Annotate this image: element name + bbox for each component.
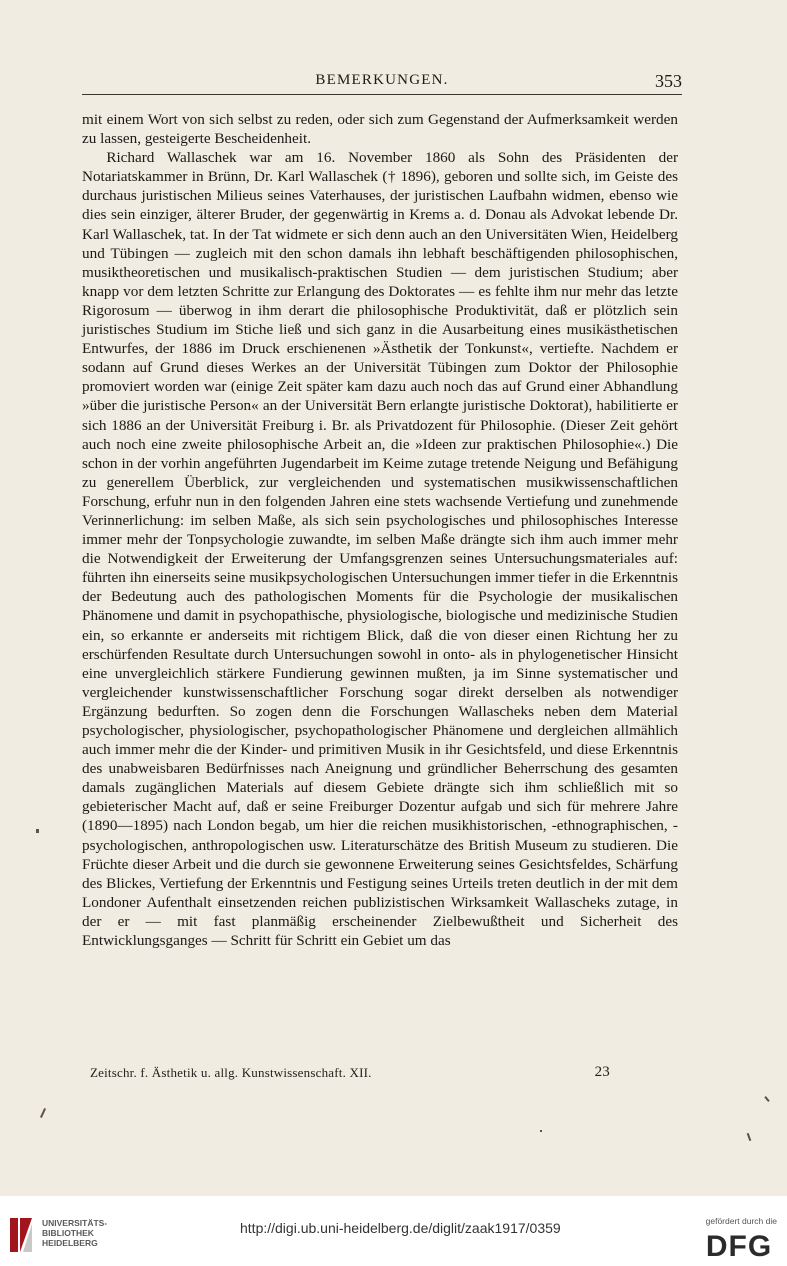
journal-signature: Zeitschr. f. Ästhetik u. allg. Kunstwissenschaft. XII.	[90, 1065, 372, 1080]
library-name-line: HEIDELBERG	[42, 1238, 98, 1248]
paragraph-2: Richard Wallaschek war am 16. November 1860 als Sohn des Präsidenten der Notariatskammer in Brünn, Dr. Karl Wallaschek († 1896), geboren und sollte sich, im Geiste des durchaus juristischen Milieus seines Vaterhauses, der juristischen Laufbahn widmen, ebenso wie dies sein einziger, älterer Bruder, der gegenwärtig in Krems a. d. Donau als Advokat lebende Dr. Karl Wallaschek, tat. In der Tat widmete er sich denn auch an den Universitäten Wien, Heidelberg und Tübingen — zugleich mit den schon damals ihn lebhaft beschäftigenden philosophischen, musiktheoretischen und musikalisch-praktischen Studien — dem juristischen Studium; aber knapp vor dem letzten Schritte zur Erlangung des Doktorates — es fehlte ihm nur mehr das letzte Rigorosum — überwog in ihm derart die philosophische Produktivität, daß er plötzlich sein juristisches Studium im Stiche ließ und sich ganz in die Ausarbeitung eines musikästhetischen Entwurfes, der 1886 im Druck erschienenen »Ästhetik der Tonkunst«, vertiefte. Nachdem er sodann auf Grund dieses Werkes an der Universität Tübingen zum Doktor der Philosophie promoviert worden war (einige Zeit später kam dazu auch noch das auf Grund einer Abhandlung »über die juristische Person« an der Universität Bern erlangte juristische Doktorat), habilitierte er sich 1886 an der Universität Freiburg i. Br. als Privatdozent für Philosophie. (Dieser Zeit gehört auch noch eine zweite philosophische Arbeit an, die »Ideen zur praktischen Philosophie«.) Die schon in der vorhin angeführten Jugendarbeit im Keime zutage tretende Neigung und Befähigung zu generellem Überblick, zur vergleichenden und systematischen musikwissenschaftlichen Forschung, erfuhr nun in den folgenden Jahren eine stets wachsende Vertiefung und zunehmende Verinnerlichung: im selben Maße, als sich sein psychologisches und philosophisches Interesse immer mehr der Tonpsychologie zuwandte, im selben Maße drängte sich ihm auch immer mehr die Notwendigkeit der Erweiterung der Umfangsgrenzen seines Untersuchungsmateriales auf: führten ihn einerseits seine musikpsychologischen Untersuchungen immer tiefer in die Erkenntnis der Bedeutung auch des pathologischen Moments für die Psychologie der musikalischen Phänomene und damit in psychopathische, physiologische, biologische und medizinische Studien ein, so erkannte er anderseits mit richtigem Blick, daß die von dieser einen Richtung her zu erschürfenden Resultate durch Untersuchungen sowohl in onto- als in phylogenetischer Hinsicht eine unvergleichlich stärkere Fundierung gewinnen mußten, ja im Sinne systematischer und vergleichender kunstwissenschaftlicher Forschung sogar direkt derselben als notwendiger Ergänzung bedurften. So zogen denn die Forschungen Wallascheks neben dem Material psychologischer, physiologischer, psychopathologischer Phänomene und dergleichen allmählich auch immer mehr die der Kinder- und primitiven Musik in ihr Gesichtsfeld, und diese Erkenntnis des unabweisbaren Bedürfnisses nach Aneignung und gründlicher Beherrschung des gesamten damals zugänglichen Materials auf diesem Gebiete drängte sich ihm schließlich mit so gebieterischer Macht auf, daß er seine Freiburger Dozentur aufgab und sich für mehrere Jahre (1890—1895) nach London begab, um hier die reichen musikhistorischen, -ethnographischen, -psychologischen, anthropologischen usw. Literaturschätze des British Museum zu studieren. Die Früchte dieser Arbeit und die durch sie gewonnene Erweiterung seines Gesichtsfeldes, Schärfung des Blickes, Vertiefung der Erkenntnis und Festigung seines Urteils treten deutlich in der mit dem Londoner Aufenthalt einsetzenden reichen publizistischen Wirksamkeit Wallascheks zutage, in der er — mit fast planmäßig erscheinender Zielbewußtheit und Sicherheit des Entwicklungsganges — Schritt für Schritt ein Gebiet um das	[82, 149, 678, 950]
scan-speck	[36, 829, 39, 833]
running-title: BEMERKUNGEN.	[315, 72, 449, 88]
sheet-number: 23	[594, 1064, 610, 1080]
scan-speck	[764, 1096, 769, 1102]
library-name-line: BIBLIOTHEK	[42, 1228, 94, 1238]
library-name-line: UNIVERSITÄTS-	[42, 1218, 108, 1228]
funded-by-label: gefördert durch die	[705, 1216, 777, 1226]
dfg-logo-text: DFG	[705, 1231, 773, 1259]
scan-speck	[747, 1133, 752, 1141]
scan-speck	[540, 1130, 542, 1132]
library-name	[42, 1218, 107, 1248]
sheet-signature	[90, 1065, 610, 1085]
header-rule	[82, 94, 682, 95]
scan-speck	[40, 1108, 46, 1118]
dfg-logo	[701, 1231, 777, 1259]
running-head	[82, 72, 682, 94]
paragraph-1: mit einem Wort von sich selbst zu reden, oder sich zum Gegenstand der Aufmerksamkeit werden zu lassen, gesteigerte Bescheidenheit.	[82, 111, 678, 148]
permalink-url[interactable]: http://digi.ub.uni-heidelberg.de/diglit/zaak1917/0359	[240, 1220, 561, 1236]
university-library-logo-icon	[8, 1214, 36, 1258]
page-number: 353	[655, 71, 682, 91]
body-text	[82, 110, 678, 950]
